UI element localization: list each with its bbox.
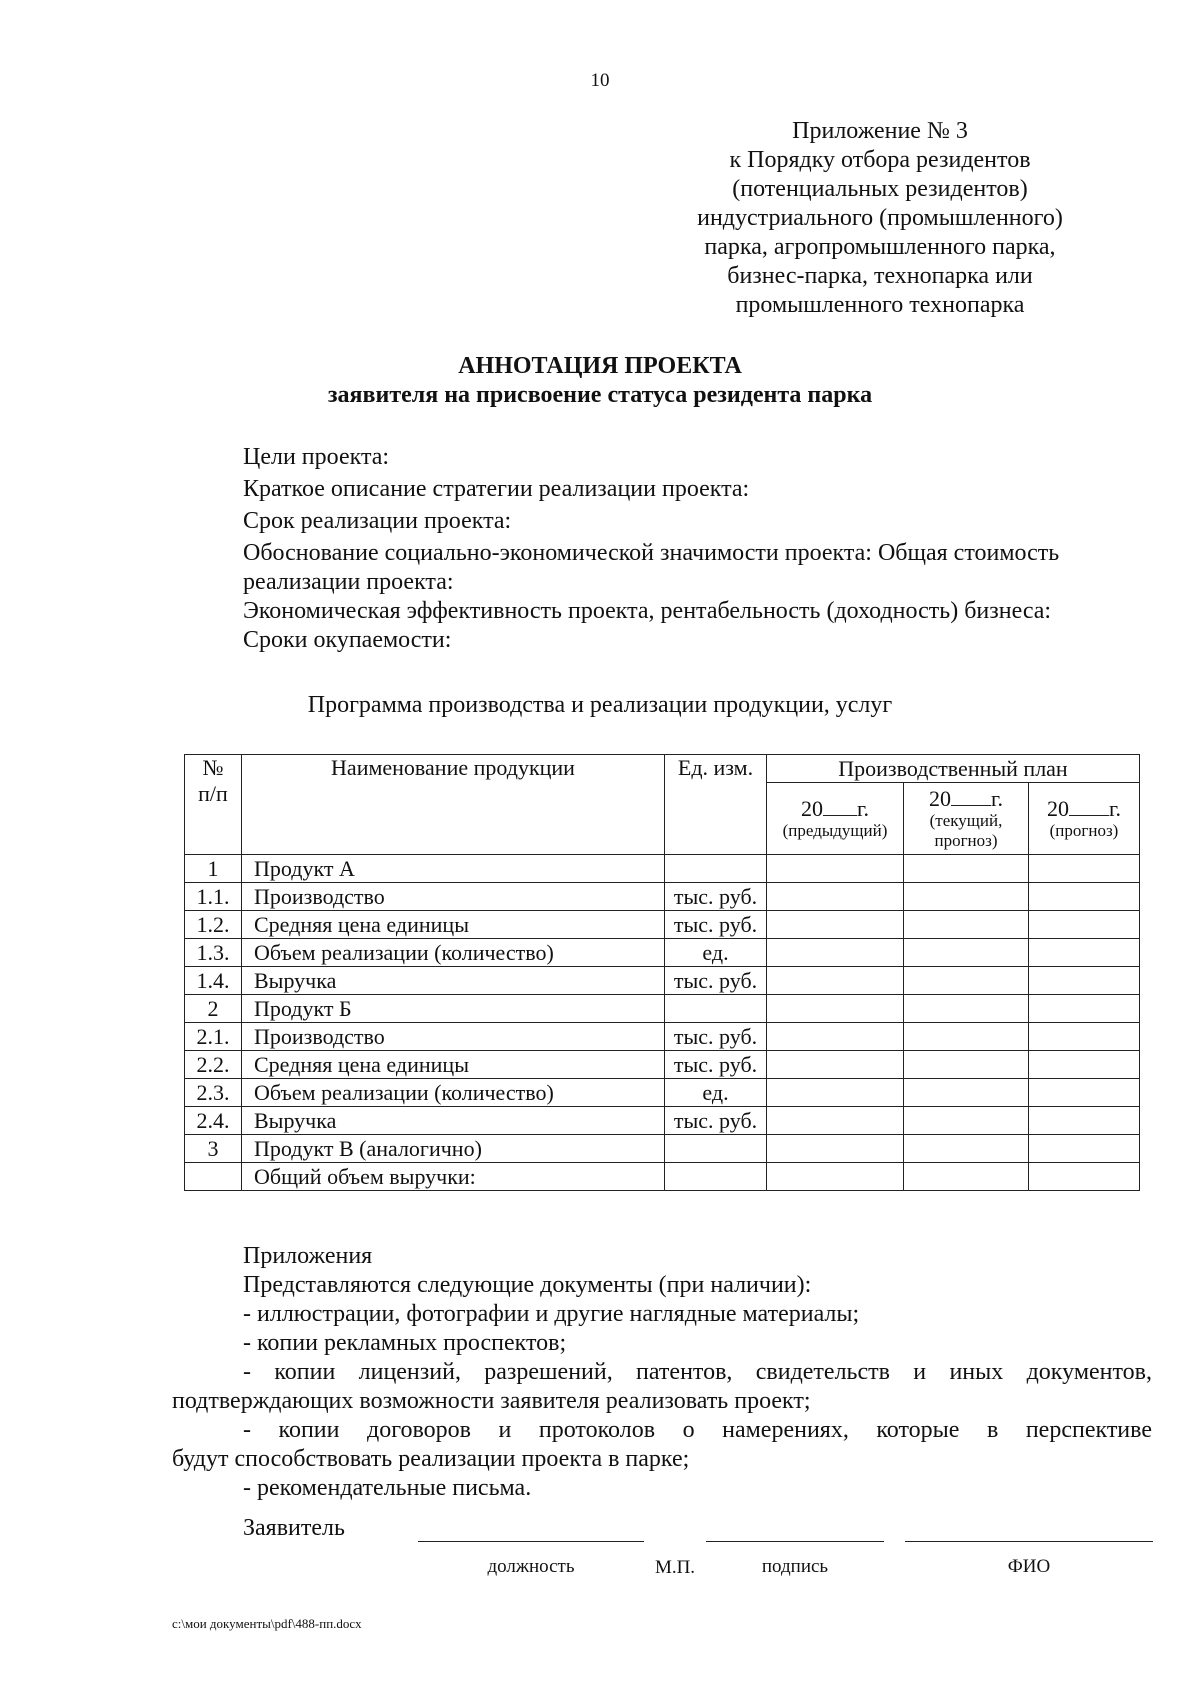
header-number-symbol: № xyxy=(202,755,224,780)
row-value-current xyxy=(904,967,1029,995)
appendix-line: парка, агропромышленного парка, xyxy=(704,234,1056,260)
row-name: Средняя цена единицы xyxy=(242,1051,665,1079)
header-unit: Ед. изм. xyxy=(665,755,767,855)
year-note: (текущий, прогноз) xyxy=(929,810,1003,850)
row-unit: ед. xyxy=(665,1079,767,1107)
row-name: Объем реализации (количество) xyxy=(242,1079,665,1107)
header-plan: Производственный план xyxy=(767,755,1140,783)
row-value-forecast xyxy=(1029,1107,1140,1135)
row-value-previous xyxy=(767,1079,904,1107)
row-name: Продукт В (аналогично) xyxy=(242,1135,665,1163)
row-value-current xyxy=(904,883,1029,911)
applicant-label: Заявитель xyxy=(243,1515,345,1541)
field-justification: Обоснование социально-экономической значимости проекта: Общая стоимость xyxy=(243,540,1060,566)
row-unit: тыс. руб. xyxy=(665,1107,767,1135)
table-row xyxy=(185,1107,1140,1135)
attachment-item: - иллюстрации, фотографии и другие наглядные материалы; xyxy=(243,1301,860,1327)
row-number xyxy=(185,1163,242,1191)
row-value-current xyxy=(904,995,1029,1023)
row-name: Объем реализации (количество) xyxy=(242,939,665,967)
row-name: Средняя цена единицы xyxy=(242,911,665,939)
appendix-line: Приложение № 3 xyxy=(792,118,968,144)
table-row xyxy=(185,1135,1140,1163)
appendix-line: к Порядку отбора резидентов xyxy=(729,147,1031,173)
year-prefix: 20 xyxy=(928,785,951,811)
title-main: АННОТАЦИЯ ПРОЕКТА xyxy=(458,353,742,379)
table-row xyxy=(185,1079,1140,1107)
row-unit: тыс. руб. xyxy=(665,883,767,911)
row-value-forecast xyxy=(1029,967,1140,995)
row-unit xyxy=(665,1163,767,1191)
fio-caption: ФИО xyxy=(1007,1556,1051,1577)
header-year-current xyxy=(904,783,1029,855)
document-title xyxy=(0,352,1200,410)
row-name: Выручка xyxy=(242,967,665,995)
field-strategy: Краткое описание стратегии реализации проекта: xyxy=(243,476,750,502)
row-unit: тыс. руб. xyxy=(665,911,767,939)
row-name: Производство xyxy=(242,883,665,911)
field-payback: Сроки окупаемости: xyxy=(243,627,452,653)
appendix-line: индустриального (промышленного) xyxy=(697,205,1063,231)
row-value-current xyxy=(904,911,1029,939)
row-number: 3 xyxy=(185,1135,242,1163)
header-year-previous xyxy=(767,783,904,855)
row-value-forecast xyxy=(1029,939,1140,967)
table-row xyxy=(185,995,1140,1023)
table-body xyxy=(185,855,1140,1191)
header-number xyxy=(185,755,242,855)
table-row xyxy=(185,855,1140,883)
year-prefix: 20 xyxy=(1046,795,1069,821)
row-unit: тыс. руб. xyxy=(665,1023,767,1051)
row-value-previous xyxy=(767,995,904,1023)
field-cost: реализации проекта: xyxy=(243,569,454,595)
row-value-previous xyxy=(767,883,904,911)
table-row xyxy=(185,967,1140,995)
row-number: 2.1. xyxy=(185,1023,242,1051)
row-value-forecast xyxy=(1029,855,1140,883)
row-value-forecast xyxy=(1029,1135,1140,1163)
table-row xyxy=(185,1023,1140,1051)
row-value-previous xyxy=(767,911,904,939)
project-fields xyxy=(243,440,1163,655)
row-value-previous xyxy=(767,1051,904,1079)
header-number-pp: п/п xyxy=(198,781,228,806)
row-value-previous xyxy=(767,967,904,995)
page-number: 10 xyxy=(590,70,610,91)
appendix-reference xyxy=(650,117,1110,320)
field-goals: Цели проекта: xyxy=(243,444,390,470)
row-value-forecast xyxy=(1029,911,1140,939)
row-value-previous xyxy=(767,1135,904,1163)
year-suffix: г. xyxy=(856,795,870,821)
signature-line xyxy=(706,1541,884,1542)
row-value-current xyxy=(904,1107,1029,1135)
row-unit: ед. xyxy=(665,939,767,967)
table-row xyxy=(185,911,1140,939)
row-number: 2.2. xyxy=(185,1051,242,1079)
row-value-previous xyxy=(767,855,904,883)
row-value-current xyxy=(904,1051,1029,1079)
row-number: 1.1. xyxy=(185,883,242,911)
attachment-item-letters: - рекомендательные письма. xyxy=(243,1475,532,1501)
row-value-current xyxy=(904,1079,1029,1107)
year-suffix: г. xyxy=(1108,795,1122,821)
row-number: 1.3. xyxy=(185,939,242,967)
row-number: 1.4. xyxy=(185,967,242,995)
row-value-forecast xyxy=(1029,883,1140,911)
table-row xyxy=(185,939,1140,967)
row-number: 2.3. xyxy=(185,1079,242,1107)
row-value-current xyxy=(904,855,1029,883)
row-number: 1 xyxy=(185,855,242,883)
production-plan-table xyxy=(184,754,1140,1191)
appendix-line: промышленного технопарка xyxy=(735,292,1025,318)
row-name: Общий объем выручки: xyxy=(242,1163,665,1191)
row-unit xyxy=(665,855,767,883)
program-title: Программа производства и реализации продукции, услуг xyxy=(307,692,893,718)
row-number: 2 xyxy=(185,995,242,1023)
header-year-forecast xyxy=(1029,783,1140,855)
row-value-current xyxy=(904,939,1029,967)
row-unit xyxy=(665,995,767,1023)
field-term: Срок реализации проекта: xyxy=(243,508,512,534)
attachment-item-contracts: - копии договоров и протоколов о намерениях, которые в перспективе xyxy=(243,1417,1152,1443)
position-caption: должность xyxy=(487,1556,575,1577)
row-number: 2.4. xyxy=(185,1107,242,1135)
footer-file-path: c:\мои документы\pdf\488-пп.docx xyxy=(172,1616,362,1631)
row-value-current xyxy=(904,1135,1029,1163)
row-name: Выручка xyxy=(242,1107,665,1135)
appendix-line: (потенциальных резидентов) xyxy=(732,176,1028,202)
title-sub: заявителя на присвоение статуса резидента парка xyxy=(327,382,873,408)
row-unit: тыс. руб. xyxy=(665,967,767,995)
attachments-intro: Представляются следующие документы (при наличии): xyxy=(243,1272,812,1298)
year-note: (прогноз) xyxy=(1049,820,1119,840)
row-name: Производство xyxy=(242,1023,665,1051)
signature-caption: подпись xyxy=(761,1556,829,1577)
position-line xyxy=(418,1541,644,1542)
row-value-current xyxy=(904,1163,1029,1191)
row-name: Продукт Б xyxy=(242,995,665,1023)
attachments-block xyxy=(243,1242,1163,1358)
row-value-previous xyxy=(767,1163,904,1191)
row-unit: тыс. руб. xyxy=(665,1051,767,1079)
year-prefix: 20 xyxy=(800,795,823,821)
row-name: Продукт А xyxy=(242,855,665,883)
year-suffix: г. xyxy=(990,785,1004,811)
row-number: 1.2. xyxy=(185,911,242,939)
row-value-forecast xyxy=(1029,995,1140,1023)
table-row xyxy=(185,883,1140,911)
row-unit xyxy=(665,1135,767,1163)
row-value-forecast xyxy=(1029,1023,1140,1051)
row-value-forecast xyxy=(1029,1163,1140,1191)
year-note: (предыдущий) xyxy=(782,820,888,840)
row-value-forecast xyxy=(1029,1079,1140,1107)
fio-line xyxy=(905,1541,1153,1542)
attachments-heading: Приложения xyxy=(243,1243,373,1269)
attachment-item-contracts-cont: будут способствовать реализации проекта в парке; xyxy=(172,1446,690,1472)
table-row xyxy=(185,1051,1140,1079)
field-efficiency: Экономическая эффективность проекта, рентабельность (доходность) бизнеса: xyxy=(243,598,1052,624)
stamp-caption: М.П. xyxy=(654,1557,696,1578)
row-value-previous xyxy=(767,1023,904,1051)
table-row xyxy=(185,1163,1140,1191)
row-value-current xyxy=(904,1023,1029,1051)
row-value-previous xyxy=(767,1107,904,1135)
attachment-item-licenses-cont: подтверждающих возможности заявителя реализовать проект; xyxy=(172,1388,811,1414)
header-name: Наименование продукции xyxy=(242,755,665,855)
appendix-line: бизнес-парка, технопарка или xyxy=(727,263,1033,289)
attachment-item-licenses: - копии лицензий, разрешений, патентов, свидетельств и иных документов, xyxy=(243,1359,1152,1385)
attachment-item: - копии рекламных проспектов; xyxy=(243,1330,567,1356)
row-value-forecast xyxy=(1029,1051,1140,1079)
row-value-previous xyxy=(767,939,904,967)
